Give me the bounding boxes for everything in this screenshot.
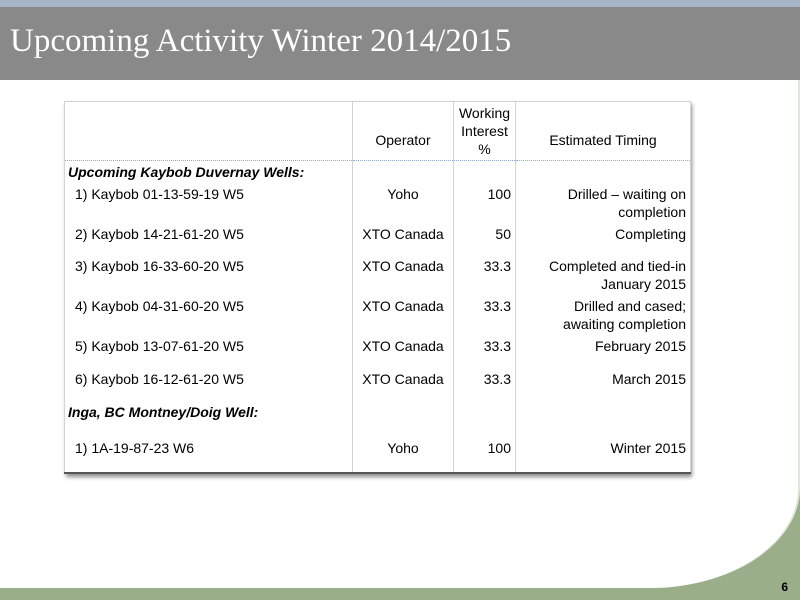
working-interest: 33.3 xyxy=(454,368,516,401)
section-row xyxy=(65,161,691,184)
table-row xyxy=(65,183,691,223)
operator: Yoho xyxy=(353,437,454,473)
header-name xyxy=(65,102,353,161)
estimated-timing: Completing xyxy=(516,223,691,255)
working-interest: 33.3 xyxy=(454,255,516,295)
table-row xyxy=(65,255,691,295)
working-interest: 100 xyxy=(454,437,516,473)
header-operator: Operator xyxy=(353,102,454,161)
estimated-timing: February 2015 xyxy=(516,335,691,368)
table-row xyxy=(65,437,691,473)
operator: XTO Canada xyxy=(353,368,454,401)
table-row xyxy=(65,223,691,255)
well-name: 1) 1A-19-87-23 W6 xyxy=(65,437,353,473)
operator: XTO Canada xyxy=(353,335,454,368)
operator: XTO Canada xyxy=(353,295,454,335)
estimated-timing: Winter 2015 xyxy=(516,437,691,473)
table-header-row xyxy=(65,102,691,161)
table-row xyxy=(65,368,691,401)
well-name: 5) Kaybob 13-07-61-20 W5 xyxy=(65,335,353,368)
working-interest: 33.3 xyxy=(454,335,516,368)
operator: Yoho xyxy=(353,183,454,223)
estimated-timing: Drilled – waiting on completion xyxy=(516,183,691,223)
section-heading: Upcoming Kaybob Duvernay Wells: xyxy=(65,161,353,184)
working-interest: 100 xyxy=(454,183,516,223)
page-number: 6 xyxy=(781,580,788,594)
header-working-interest: Working Interest % xyxy=(454,102,516,161)
table-row xyxy=(65,335,691,368)
table-row xyxy=(65,295,691,335)
operator: XTO Canada xyxy=(353,255,454,295)
activity-table xyxy=(64,101,691,474)
title-bar xyxy=(0,7,800,80)
section-heading: Inga, BC Montney/Doig Well: xyxy=(65,401,353,437)
well-name: 6) Kaybob 16-12-61-20 W5 xyxy=(65,368,353,401)
estimated-timing: Drilled and cased; awaiting completion xyxy=(516,295,691,335)
section-row xyxy=(65,401,691,437)
well-name: 1) Kaybob 01-13-59-19 W5 xyxy=(65,183,353,223)
estimated-timing: March 2015 xyxy=(516,368,691,401)
well-name: 4) Kaybob 04-31-60-20 W5 xyxy=(65,295,353,335)
top-accent-line xyxy=(0,0,800,7)
estimated-timing: Completed and tied-in January 2015 xyxy=(516,255,691,295)
header-estimated-timing: Estimated Timing xyxy=(516,102,691,161)
well-name: 3) Kaybob 16-33-60-20 W5 xyxy=(65,255,353,295)
operator: XTO Canada xyxy=(353,223,454,255)
working-interest: 50 xyxy=(454,223,516,255)
page-title: Upcoming Activity Winter 2014/2015 xyxy=(10,23,512,59)
working-interest: 33.3 xyxy=(454,295,516,335)
well-name: 2) Kaybob 14-21-61-20 W5 xyxy=(65,223,353,255)
activity-table-container xyxy=(64,101,690,474)
